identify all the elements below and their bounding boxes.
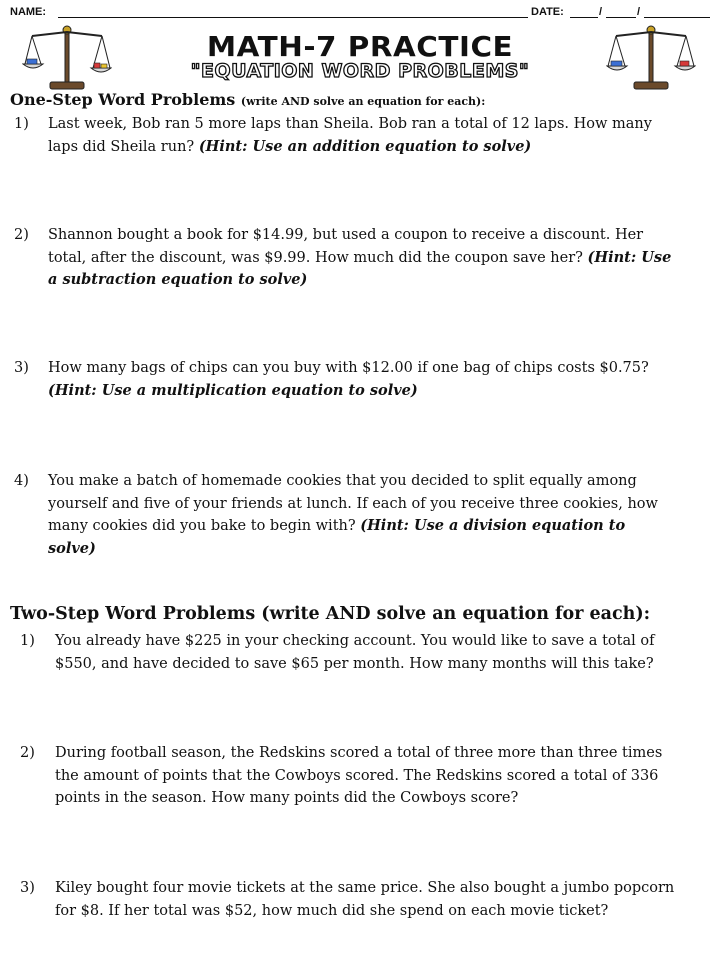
problem-number: 1) [14, 116, 29, 132]
page-subtitle: "EQUATION WORD PROBLEMS" [190, 60, 530, 82]
date-separator: / [599, 6, 603, 18]
problem-hint: (Hint: Use a multiplication equation to solve) [48, 381, 418, 399]
section-instruction: (write AND solve an equation for each): [240, 95, 486, 108]
problem-text: Last week, Bob ran 5 more laps than Sheila. Bob ran a total of 12 laps. How many laps did Sheila run? (Hint: Use an addition equation to solve) [48, 116, 652, 155]
problem-number: 2) [14, 227, 29, 243]
problem-text: You make a batch of homemade cookies that you decided to split equally among yourself and five of your friends at lunch. If each of you receive three cookies, how many cookies did you bake to begin with? (Hint: Use a division equation to solve) [48, 473, 658, 557]
page-title: MATH-7 PRACTICE [206, 30, 514, 63]
header-fields [10, 6, 710, 20]
date-label: DATE: [531, 6, 564, 18]
problem-text: Kiley bought four movie tickets at the same price. She also bought a jumbo popcorn for $8. If her total was $52, how much did she spend on each movie ticket? [55, 880, 675, 919]
name-label: NAME: [10, 6, 47, 18]
section-heading-two-step: Two-Step Word Problems (write AND solve an equation for each): [10, 604, 651, 624]
date-separator: / [637, 6, 641, 18]
date-day-blank [606, 6, 636, 18]
problem-number: 1) [20, 633, 35, 649]
problem-number: 4) [14, 473, 29, 489]
problem-text: You already have $225 in your checking account. You would like to save a total of $550, and have decided to save $65 per month. How many months will this take? [55, 633, 655, 672]
problem-hint: (Hint: Use a subtraction equation to solve) [48, 248, 672, 288]
problem-hint: (Hint: Use an addition equation to solve) [198, 137, 532, 155]
section-title: One-Step Word Problems [10, 90, 236, 109]
date-year-blank [644, 6, 710, 18]
section-heading-one-step [10, 90, 485, 109]
problem-text: During football season, the Redskins scored a total of three more than three times the amount of points that the Cowboys scored. The Redskins scored a total of 336 points in the season. How many points did the Cowboys score? [55, 745, 663, 806]
problem-text: Shannon bought a book for $14.99, but used a coupon to receive a discount. Her total, after the discount, was $9.99. How much did the coupon save her? (Hint: Use a subtraction equation to solve) [48, 227, 672, 288]
problem-text: How many bags of chips can you buy with $12.00 if one bag of chips costs $0.75? (Hint: Use a multiplication equation to solve) [48, 360, 649, 399]
name-blank [58, 6, 528, 18]
problem-number: 3) [20, 880, 35, 896]
date-month-blank [570, 6, 598, 18]
problem-number: 2) [20, 745, 35, 761]
problem-number: 3) [14, 360, 29, 376]
problem-hint: (Hint: Use a division equation to solve) [48, 517, 626, 557]
